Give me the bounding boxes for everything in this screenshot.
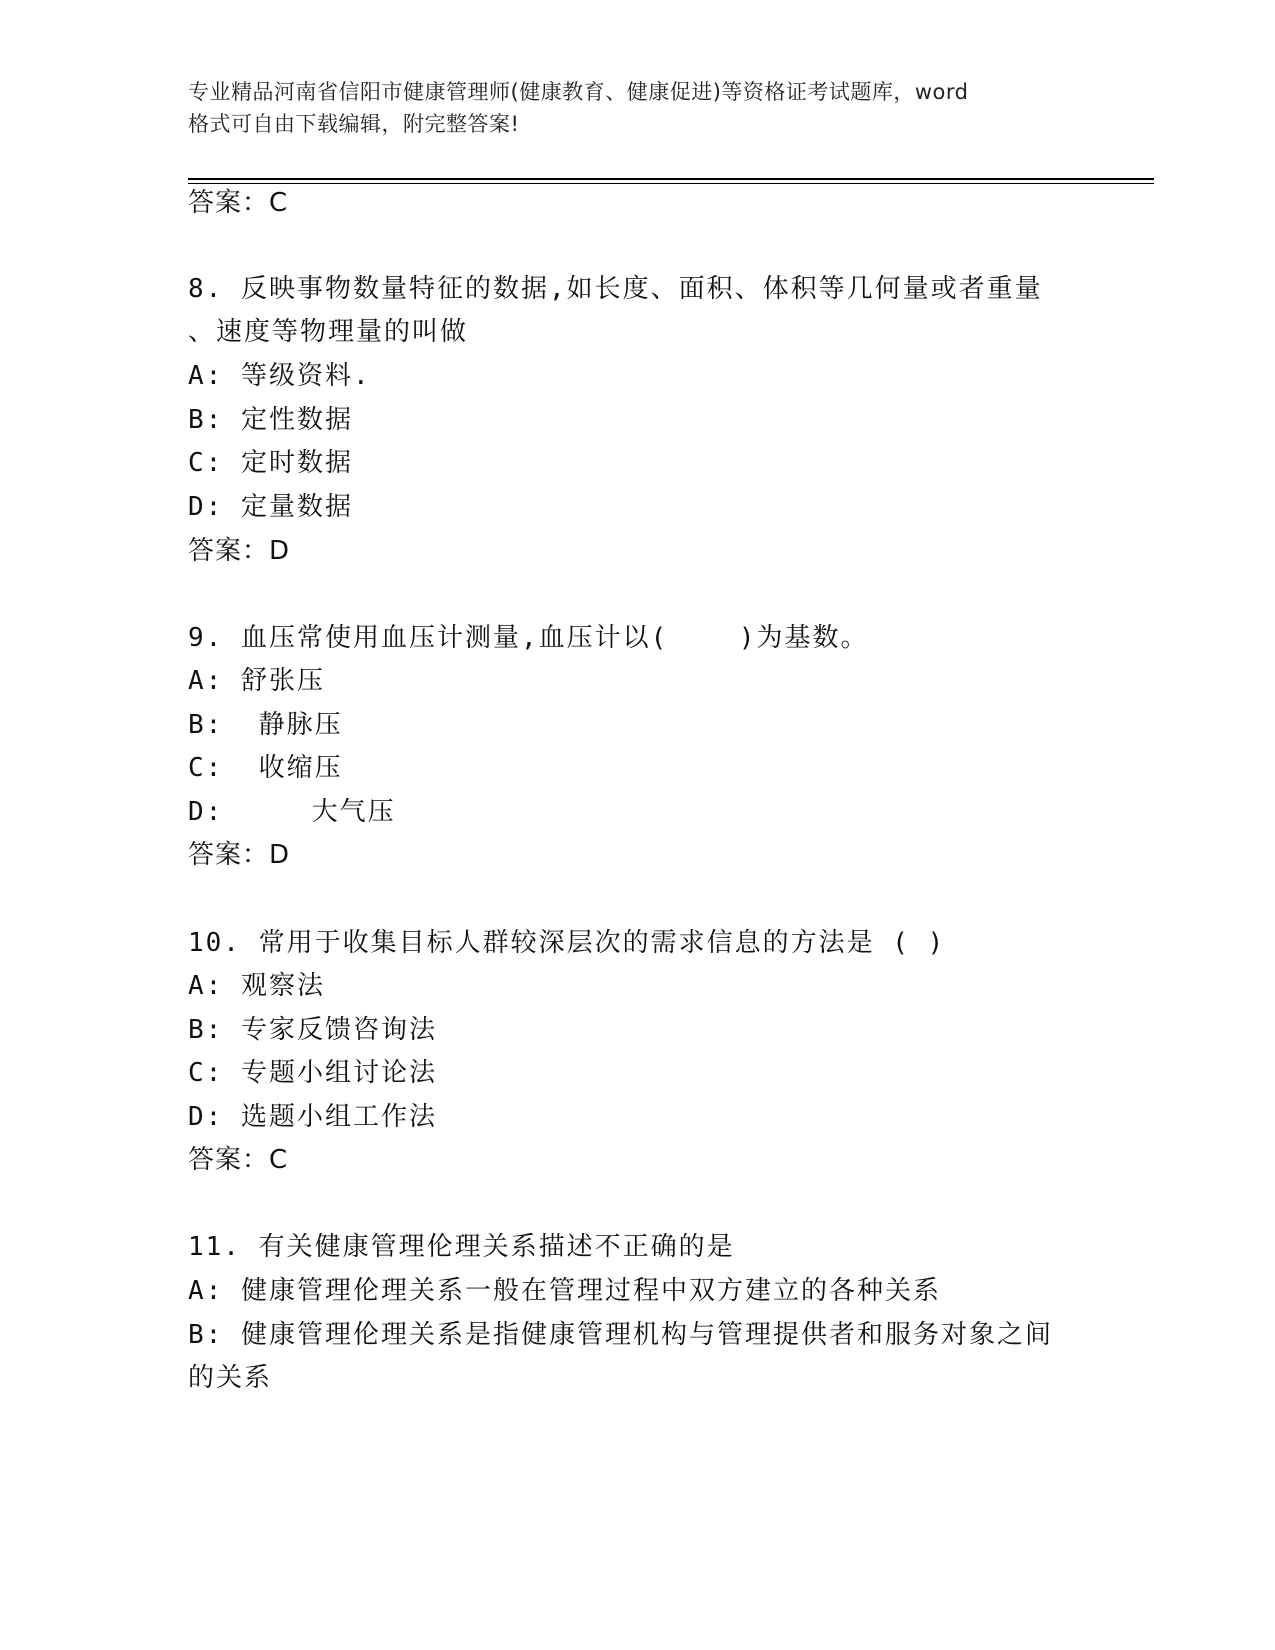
question-10-option-a: A: 观察法: [188, 971, 325, 1001]
question-8-stem-line-2: 、速度等物理量的叫做: [188, 317, 469, 347]
answer-q8: 答案：D: [188, 536, 291, 566]
question-11-option-b: B: 健康管理伦理关系是指健康管理机构与管理提供者和服务对象之间: [188, 1320, 1053, 1350]
answer-q7: 答案：C: [188, 188, 289, 218]
header-line-2: 格式可自由下载编辑，附完整答案!: [188, 112, 520, 136]
header-line-1: 专业精品河南省信阳市健康管理师(健康教育、健康促进)等资格证考试题库，word: [188, 80, 969, 104]
question-8-option-b: B: 定性数据: [188, 405, 353, 435]
question-9-stem: 9. 血压常使用血压计测量,血压计以( )为基数。: [188, 623, 869, 653]
question-8-option-a: A: 等级资料.: [188, 361, 371, 391]
question-11-stem: 11. 有关健康管理伦理关系描述不正确的是: [188, 1232, 735, 1262]
question-9-option-d: D: 大气压: [188, 797, 396, 827]
question-10-option-d: D: 选题小组工作法: [188, 1102, 437, 1132]
question-8-stem-line-1: 8. 反映事物数量特征的数据,如长度、面积、体积等几何量或者重量: [188, 274, 1043, 304]
page-header: [188, 76, 1088, 140]
question-11-option-a: A: 健康管理伦理关系一般在管理过程中双方建立的各种关系: [188, 1276, 941, 1306]
question-10-option-b: B: 专家反馈咨询法: [188, 1015, 437, 1045]
question-8-option-d: D: 定量数据: [188, 492, 353, 522]
question-9-option-b: B: 静脉压: [188, 710, 343, 740]
answer-q10: 答案：C: [188, 1145, 289, 1175]
header-divider-thin: [188, 183, 1154, 184]
question-9-option-a: A: 舒张压: [188, 666, 325, 696]
question-10-option-c: C: 专题小组讨论法: [188, 1058, 437, 1088]
question-8-option-c: C: 定时数据: [188, 448, 353, 478]
answer-q9: 答案：D: [188, 840, 291, 870]
question-9-option-c: C: 收缩压: [188, 753, 343, 783]
question-10-stem: 10. 常用于收集目标人群较深层次的需求信息的方法是 ( ): [188, 928, 946, 958]
question-11-option-b-continued: 的关系: [188, 1363, 273, 1393]
header-divider-thick: [188, 178, 1154, 180]
